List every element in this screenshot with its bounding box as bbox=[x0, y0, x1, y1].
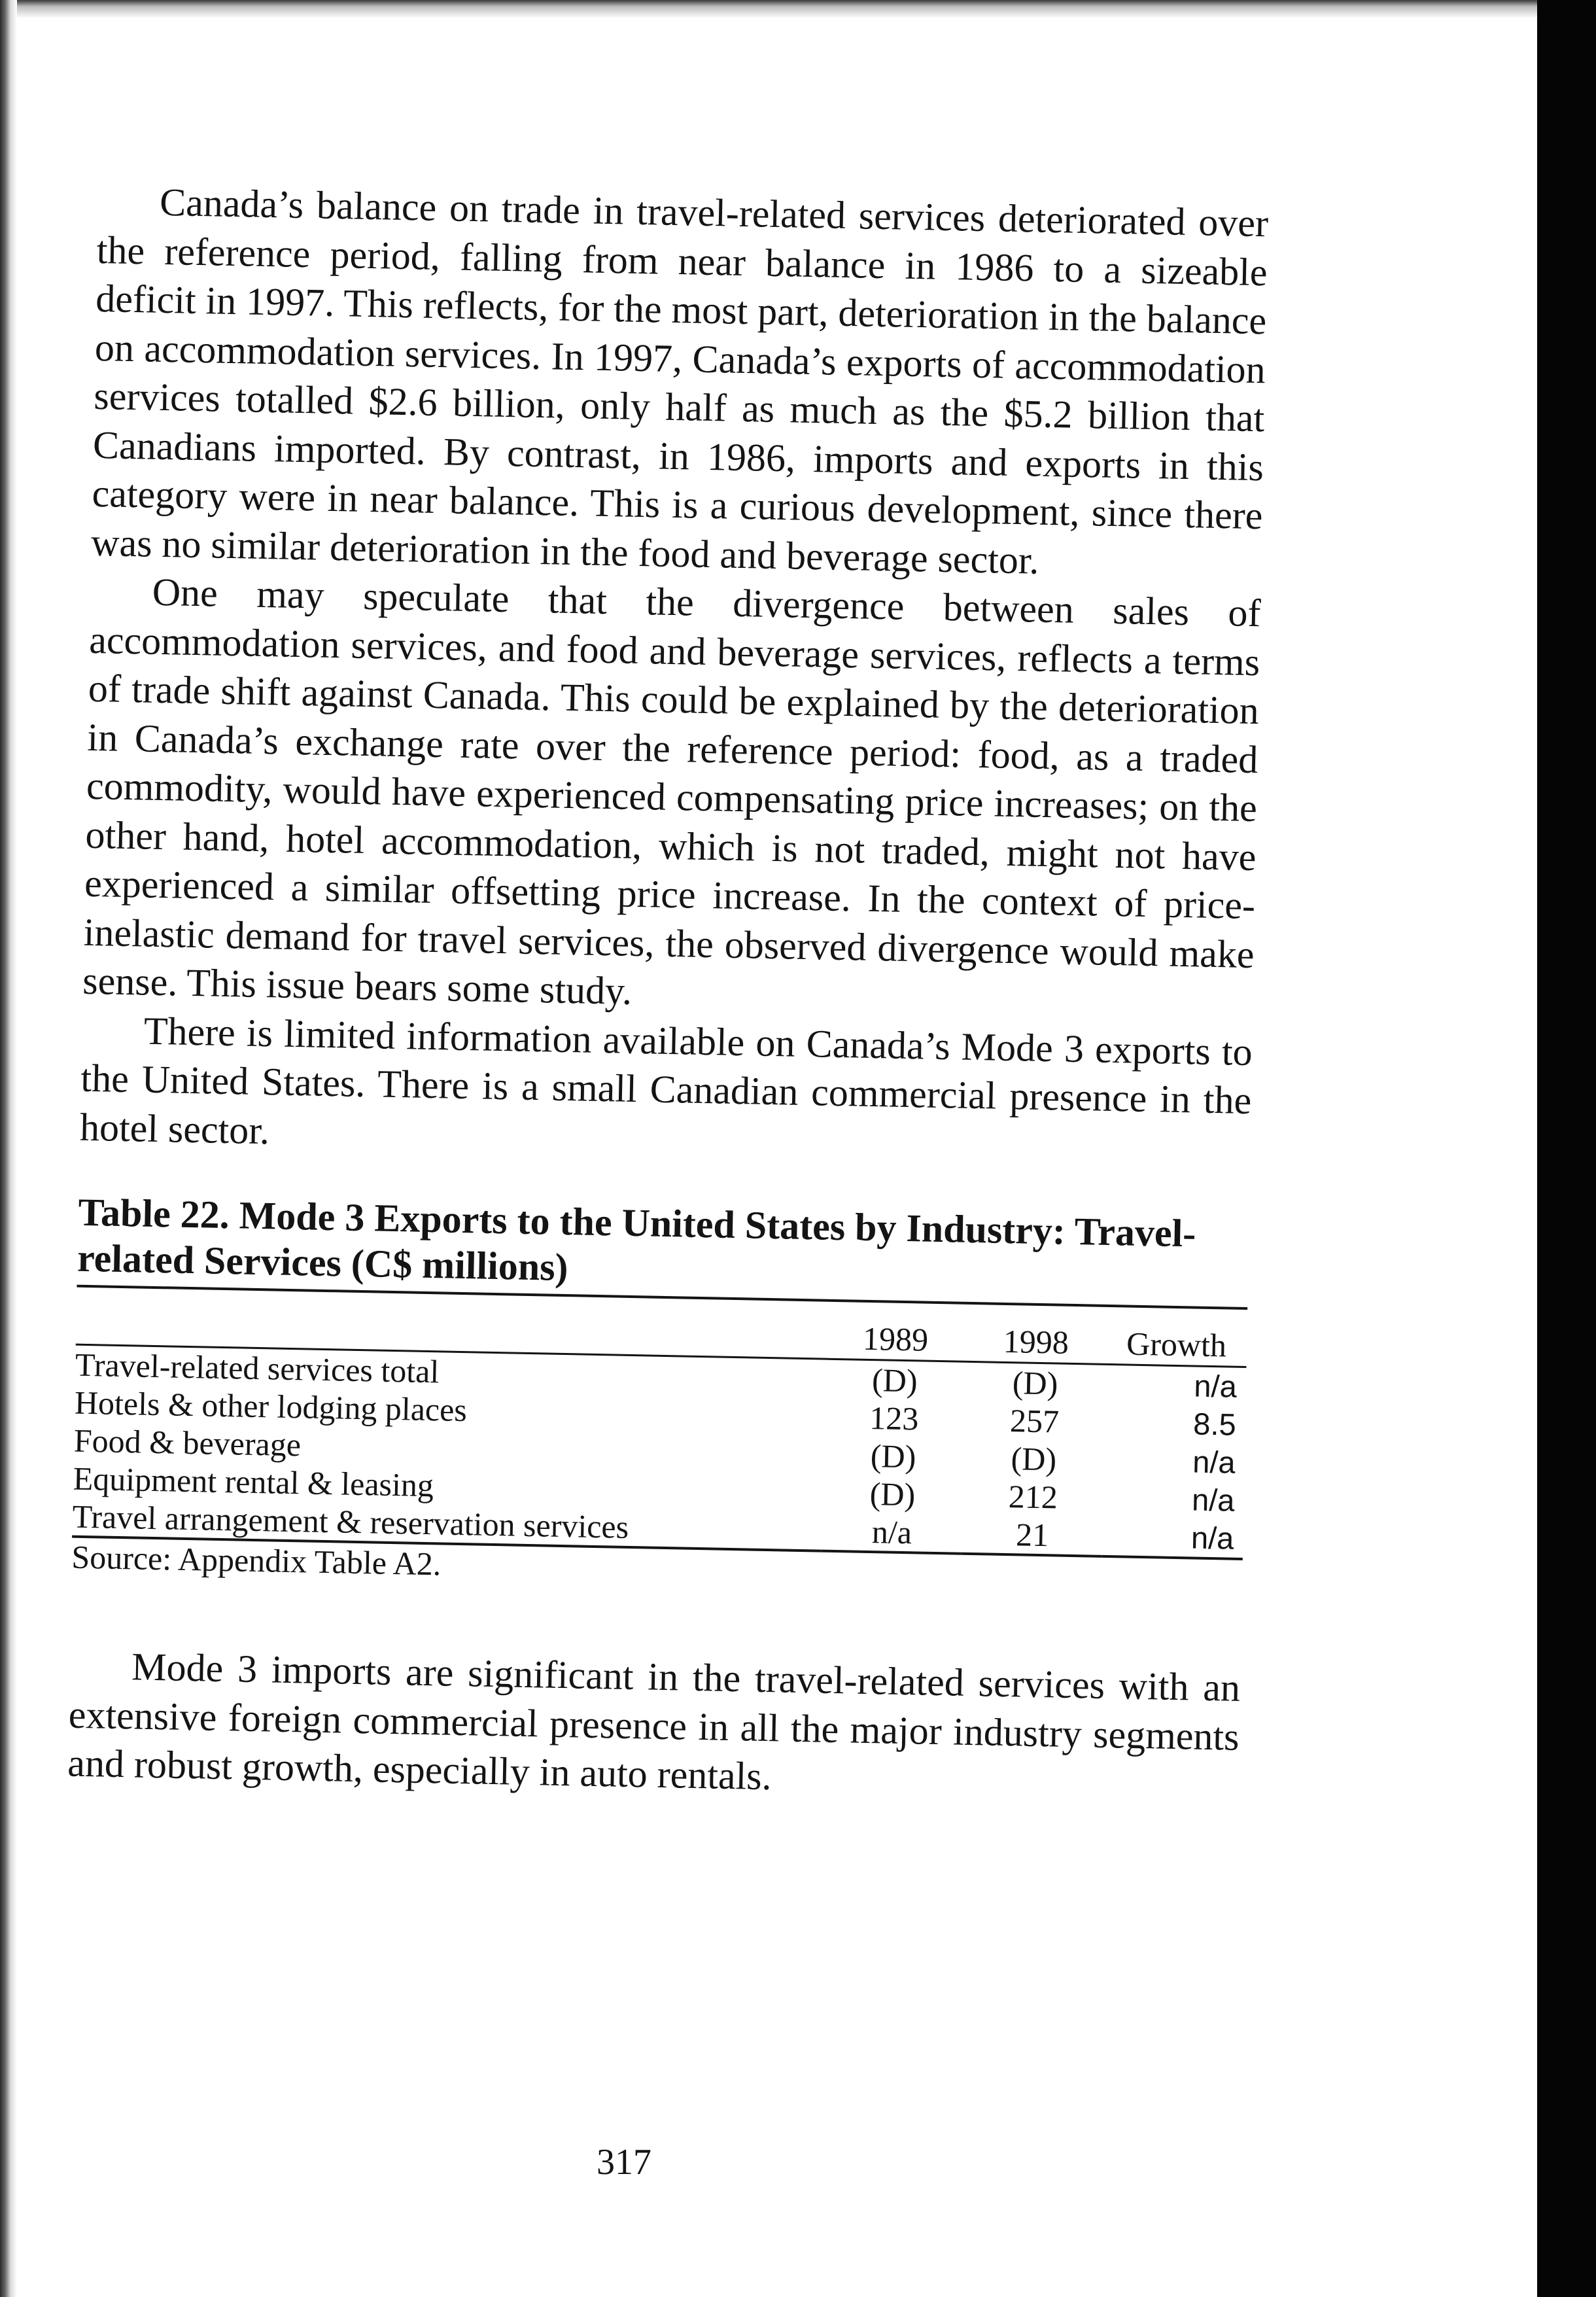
cell-growth: n/a bbox=[1193, 1368, 1238, 1404]
exports-table bbox=[72, 1305, 1247, 1560]
page-number: 317 bbox=[597, 2142, 651, 2183]
row-label: Food & beverage bbox=[73, 1422, 302, 1464]
cell-growth: 8.5 bbox=[1192, 1406, 1237, 1442]
column-header-1998: 1998 bbox=[965, 1322, 1107, 1365]
cell-1998: 212 bbox=[1008, 1478, 1058, 1516]
cell-1989: (D) bbox=[871, 1361, 918, 1399]
cell-1998: 21 bbox=[962, 1515, 1103, 1556]
cell-1989: (D) bbox=[870, 1437, 916, 1475]
column-header-growth: Growth bbox=[1106, 1324, 1247, 1367]
cell-growth: n/a bbox=[1192, 1444, 1236, 1480]
row-label: Hotels & other lodging places bbox=[74, 1384, 468, 1429]
row-label: Travel arrangement & reservation services bbox=[72, 1498, 822, 1551]
cell-1998: 257 bbox=[1009, 1402, 1060, 1440]
scan-left-edge bbox=[0, 0, 17, 2297]
scan-right-shadow bbox=[1537, 0, 1596, 2297]
cell-growth: n/a bbox=[1191, 1482, 1235, 1518]
cell-1989: n/a bbox=[821, 1512, 962, 1554]
paragraph-terms-of-trade: One may speculate that the divergence between sales of accommodation services, and food and beverage services, reflects a terms of trade shift against Canada. This could be explained by the deterioration in Canada’s exchange rate over the reference period: food, as a traded commodity, would have experienced compensating price increases; on the other hand, hotel accommodation, which is not traded, might not have experienced a similar offsetting price increase. In the context of price-inelastic demand for travel services, the observed divergence would make sense. This issue bears some study. bbox=[82, 570, 1262, 1013]
cell-1998: (D) bbox=[1012, 1364, 1058, 1402]
paragraph-mode3-imports: Mode 3 imports are significant in the travel-related services with an extensive foreign commercial presence in all the major industry segments and robust growth, especially in auto rentals. bbox=[67, 1645, 1241, 1798]
paragraph-mode3-exports: There is limited information available on Canada’s Mode 3 exports to the United States. There is a small Canadian commercial presence in the hotel sector. bbox=[79, 1009, 1253, 1152]
table-title: Table 22. Mode 3 Exports to the United States by Industry: Travel-related Services (C$ millions) bbox=[77, 1189, 1249, 1310]
cell-1989: (D) bbox=[869, 1475, 916, 1513]
row-label: Equipment rental & leasing bbox=[73, 1460, 434, 1504]
document-page bbox=[67, 177, 1269, 1810]
cell-1998: (D) bbox=[1011, 1440, 1057, 1478]
scan-top-edge bbox=[0, 0, 1596, 18]
column-header-1989: 1989 bbox=[825, 1319, 966, 1362]
table-source-note: Source: Appendix Table A2. bbox=[71, 1538, 442, 1583]
row-label: Travel-related services total bbox=[75, 1346, 440, 1390]
paragraph-trade-balance: Canada’s balance on trade in travel-related services deteriorated over the reference period, falling from near balance in 1986 to a sizeable deficit in 1997. This reflects, for the most part, deterioration in the balance on accommodation services. In 1997, Canada’s exports of accommodation services totalled $2.6 billion, only half as much as the $5.2 billion that Canadians imported. By contrast, in 1986, imports and exports in this category were in near balance. This is a curious development, since there was no similar deterioration in the food and beverage sector. bbox=[90, 180, 1269, 582]
cell-1989: 123 bbox=[869, 1399, 919, 1437]
table-22 bbox=[71, 1189, 1249, 1598]
cell-growth: n/a bbox=[1102, 1517, 1243, 1559]
